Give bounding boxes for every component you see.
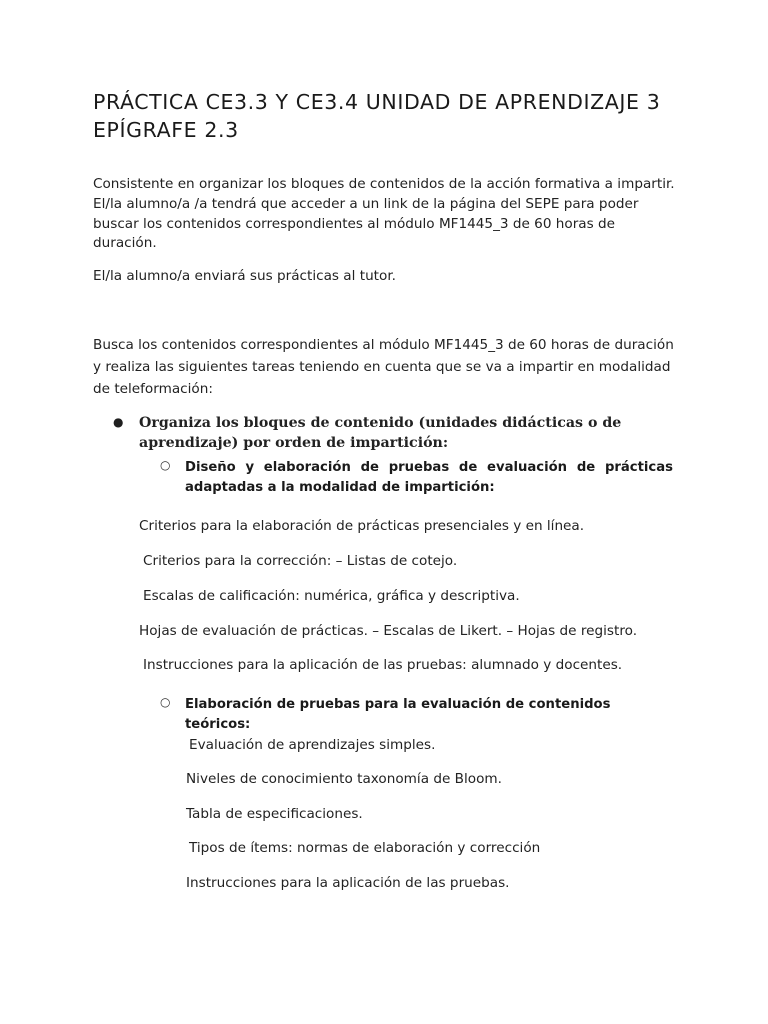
intro-paragraph: Consistente en organizar los bloques de contenidos de la acción formativa a impartir. El/la alumno/a /a tendrá que acceder a un link de la página del SEPE para poder buscar los contenidos correspondientes al módulo MF1445_3 de 60 horas de duración. bbox=[93, 176, 675, 252]
list-item: Instrucciones para la aplicación de las pruebas: alumnado y docentes. bbox=[143, 657, 623, 673]
list-item: Niveles de conocimiento taxonomía de Bloom. bbox=[186, 771, 502, 787]
list-item: Evaluación de aprendizajes simples. bbox=[189, 737, 436, 753]
bullet-dot-icon: ● bbox=[113, 415, 124, 429]
send-paragraph: El/la alumno/a enviará sus prácticas al tutor. bbox=[93, 268, 396, 284]
list-item: Tabla de especificaciones. bbox=[186, 806, 363, 822]
circle-bullet-icon: ○ bbox=[160, 695, 171, 709]
list-item: Criterios para la elaboración de prácticas presenciales y en línea. bbox=[139, 518, 585, 534]
list-item: Instrucciones para la aplicación de las pruebas. bbox=[186, 875, 510, 891]
sub-bullet-heading: Elaboración de pruebas para la evaluación de contenidos teóricos: bbox=[185, 697, 611, 732]
document-title: PRÁCTICA CE3.3 Y CE3.4 UNIDAD DE APRENDIZAJE 3 EPÍGRAFE 2.3 bbox=[93, 90, 661, 142]
list-item: Tipos de ítems: normas de elaboración y corrección bbox=[189, 840, 541, 856]
main-bullet-text: Organiza los bloques de contenido (unidades didácticas o de aprendizaje) por orden de impartición: bbox=[139, 415, 622, 451]
task-paragraph: Busca los contenidos correspondientes al módulo MF1445_3 de 60 horas de duración y realiza las siguientes tareas teniendo en cuenta que se va a impartir en modalidad de teleformación: bbox=[93, 337, 674, 397]
list-item: Escalas de calificación: numérica, gráfica y descriptiva. bbox=[143, 588, 520, 604]
sub-bullet-heading: Diseño y elaboración de pruebas de evaluación de prácticas adaptadas a la modalidad de impartición: bbox=[185, 460, 673, 495]
list-item: Criterios para la corrección: – Listas de cotejo. bbox=[143, 553, 458, 569]
circle-bullet-icon: ○ bbox=[160, 458, 171, 472]
list-item: Hojas de evaluación de prácticas. – Escalas de Likert. – Hojas de registro. bbox=[139, 623, 638, 639]
